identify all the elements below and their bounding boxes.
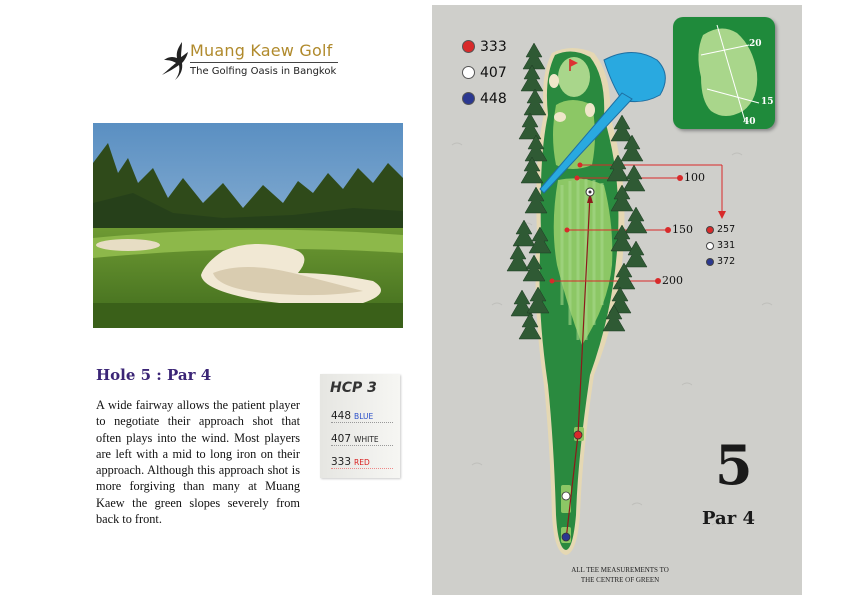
blue-tee-icon xyxy=(706,258,714,266)
yardage-value: 407 xyxy=(331,433,352,445)
green-width: 15 xyxy=(761,97,774,107)
green-inset xyxy=(673,17,775,129)
side-distance-blue xyxy=(706,251,735,270)
yardage-value: 448 xyxy=(331,410,352,422)
footnote-line: THE CENTRE OF GREEN xyxy=(580,576,660,584)
yardage-row-red xyxy=(331,450,393,469)
green-shape-graphic xyxy=(673,17,775,129)
side-distance-value: 372 xyxy=(717,256,736,267)
distance-marker-150: 150 xyxy=(672,223,693,236)
handicap-card xyxy=(320,374,400,478)
tee-distance: 448 xyxy=(480,90,507,107)
par-label: Par 4 xyxy=(702,508,755,529)
tee-distance: 333 xyxy=(480,38,507,55)
side-distance-value: 331 xyxy=(717,240,736,251)
tee-label: WHITE xyxy=(354,435,379,444)
yardage-value: 333 xyxy=(331,456,352,468)
white-tee-icon xyxy=(462,66,475,79)
measurement-footnote xyxy=(560,565,680,585)
red-tee-icon xyxy=(706,226,714,234)
distance-marker-200: 200 xyxy=(662,274,683,287)
tee-distance: 407 xyxy=(480,64,507,81)
distance-marker-100: 100 xyxy=(684,171,705,184)
logo-divider xyxy=(190,62,338,63)
footnote-line: ALL TEE MEASUREMENTS TO xyxy=(571,566,669,574)
logo-tagline: The Golfing Oasis in Bangkok xyxy=(190,66,337,77)
hole-map xyxy=(432,5,802,595)
hole-description: A wide fairway allows the patient player to negotiate their approach shot that often plays into the wind. Most players are left with a mid to long iron on their approach. Although this approach shot is more forgiving than many at Muang Kaew the green slopes severely from back to front. xyxy=(96,398,300,527)
white-tee-icon xyxy=(706,242,714,250)
yardage-row-white xyxy=(331,427,393,446)
hole-photo xyxy=(93,123,403,328)
tee-legend-red xyxy=(462,36,507,55)
side-distance-value: 257 xyxy=(717,224,736,235)
tee-label: RED xyxy=(354,458,370,467)
tee-legend-white xyxy=(462,62,507,81)
green-depth-back: 20 xyxy=(749,39,762,49)
blue-tee-icon xyxy=(462,92,475,105)
logo-title: Muang Kaew Golf xyxy=(190,41,333,60)
green-depth-front: 40 xyxy=(743,117,756,127)
red-tee-icon xyxy=(462,40,475,53)
course-logo xyxy=(160,40,350,85)
tee-legend-blue xyxy=(462,88,507,107)
bird-logo-icon xyxy=(160,40,190,82)
handicap-title: HCP 3 xyxy=(330,380,377,396)
hole-title: Hole 5 : Par 4 xyxy=(96,366,212,384)
hole-number: 5 xyxy=(715,433,753,497)
tee-label: BLUE xyxy=(354,412,374,421)
yardage-row-blue xyxy=(331,404,393,423)
